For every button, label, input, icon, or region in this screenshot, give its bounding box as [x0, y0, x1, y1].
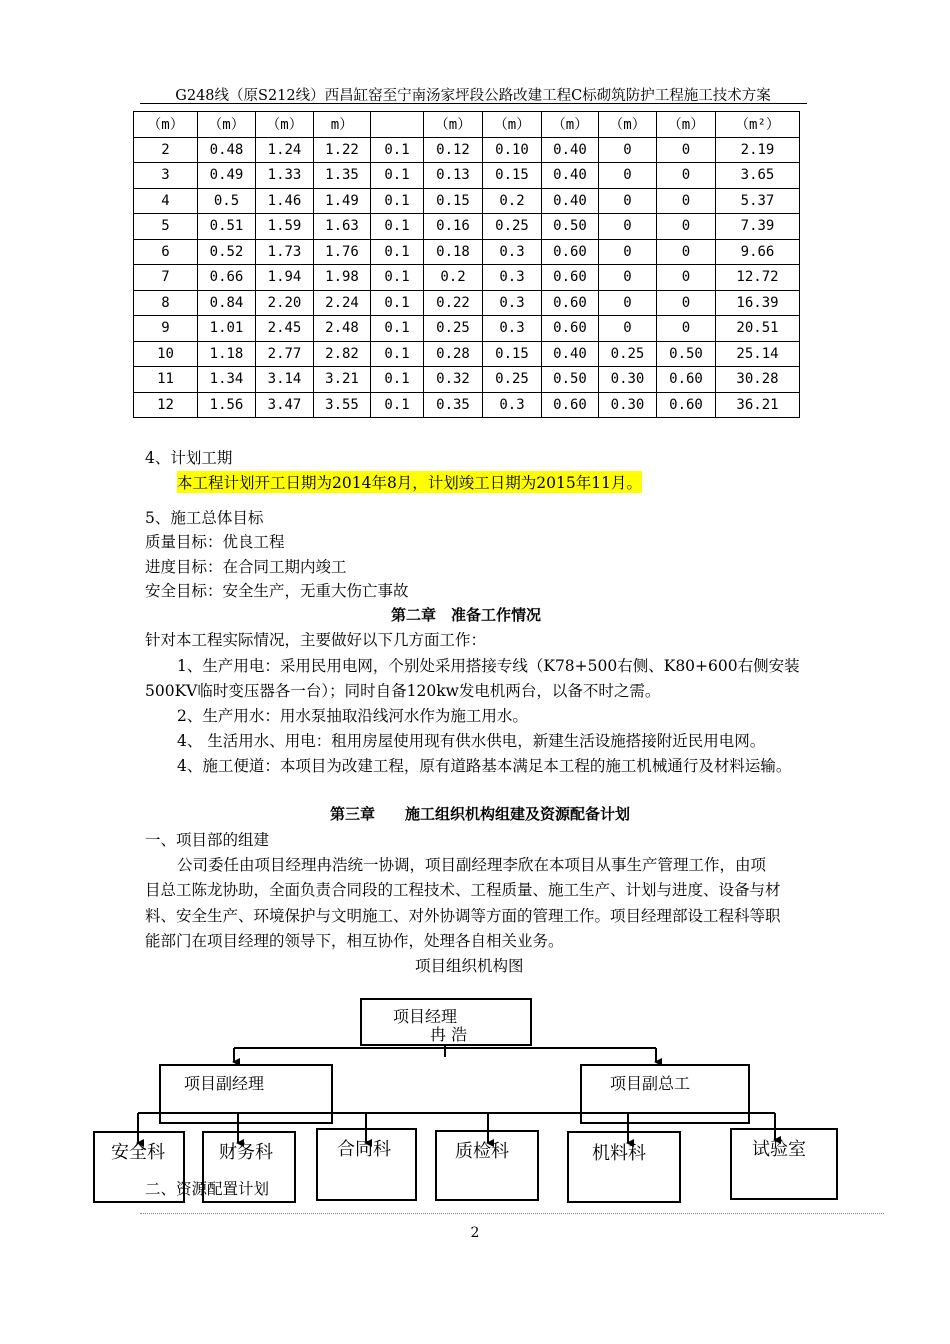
- table-cell: 36.21: [716, 392, 800, 418]
- table-cell: 1.73: [256, 239, 314, 265]
- table-cell: 2.24: [314, 290, 371, 316]
- table-cell: 2.45: [256, 316, 314, 342]
- table-cell: 0.66: [198, 265, 256, 291]
- table-cell: 0.60: [542, 392, 599, 418]
- schedule-goal: 进度目标：在合同工期内竣工: [145, 558, 347, 576]
- table-cell: 0.51: [198, 214, 256, 240]
- org-paragraph-line1: 公司委任由项目经理冉浩统一协调，项目副经理李欣在本项目从事生产管理工作，由项: [177, 856, 767, 874]
- table-cell: 2.20: [256, 290, 314, 316]
- table-cell: 1.01: [198, 316, 256, 342]
- table-cell: 5.37: [716, 188, 800, 214]
- table-cell: 1.98: [314, 265, 371, 291]
- table-cell: 0.12: [424, 137, 483, 163]
- table-cell: 0.25: [424, 316, 483, 342]
- table-cell: 0: [599, 137, 657, 163]
- table-cell: 0.32: [424, 367, 483, 393]
- chapter3-title: 第三章 施工组织机构组建及资源配备计划: [330, 805, 631, 823]
- table-cell: 0.15: [424, 188, 483, 214]
- table-cell: 0.3: [483, 239, 542, 265]
- table-header-cell: （m）: [256, 112, 314, 138]
- org-deputy-engineer: 项目副总工: [610, 1074, 691, 1093]
- table-cell: 0.2: [483, 188, 542, 214]
- section4-title: 4、计划工期: [145, 449, 233, 467]
- table-cell: 0.40: [542, 137, 599, 163]
- table-cell: 7: [134, 265, 198, 291]
- table-cell: 0.25: [483, 214, 542, 240]
- safety-goal: 安全目标：安全生产，无重大伤亡事故: [145, 582, 409, 600]
- table-cell: 3: [134, 163, 198, 189]
- table-cell: 0.1: [371, 392, 424, 418]
- table-cell: 3.55: [314, 392, 371, 418]
- table-cell: 0.30: [599, 392, 657, 418]
- table-cell: 4: [134, 188, 198, 214]
- table-cell: 3.21: [314, 367, 371, 393]
- table-cell: 1.94: [256, 265, 314, 291]
- table-cell: 0.3: [483, 316, 542, 342]
- table-cell: 0.60: [542, 290, 599, 316]
- table-cell: 0.15: [483, 163, 542, 189]
- table-cell: 1.59: [256, 214, 314, 240]
- prep-item-living: 4、 生活用水、用电：租用房屋使用现有供水供电，新建生活设施搭接附近民用电网。: [177, 732, 766, 750]
- table-cell: 0: [599, 316, 657, 342]
- prep-item-power-line1: 1、生产用电：采用民用电网，个别处采用搭接专线（K78+500右侧、K80+600右侧安装: [177, 657, 800, 675]
- table-cell: 0.15: [483, 341, 542, 367]
- page-number: 2: [470, 1225, 480, 1241]
- table-cell: 11: [134, 367, 198, 393]
- table-cell: 0.1: [371, 341, 424, 367]
- table-cell: 3.47: [256, 392, 314, 418]
- table-cell: 0: [599, 265, 657, 291]
- org-dept-contract: 合同科: [337, 1139, 391, 1160]
- table-cell: 2.77: [256, 341, 314, 367]
- table-cell: 0.48: [198, 137, 256, 163]
- table-cell: 0: [599, 214, 657, 240]
- table-cell: 2: [134, 137, 198, 163]
- table-cell: 1.56: [198, 392, 256, 418]
- table-cell: 0.1: [371, 265, 424, 291]
- table-cell: 2.48: [314, 316, 371, 342]
- table-cell: 0: [657, 214, 716, 240]
- chapter3-sub2: 二、资源配置计划: [145, 1180, 270, 1198]
- table-cell: 0: [657, 137, 716, 163]
- table-cell: 1.35: [314, 163, 371, 189]
- org-dept-lab: 试验室: [752, 1139, 806, 1160]
- table-cell: 0.25: [599, 341, 657, 367]
- schedule-highlight: 本工程计划开工日期为2014年8月，计划竣工日期为2015年11月。: [177, 471, 642, 493]
- prep-item-power-line2: 500KV临时变压器各一台）；同时自备120kw发电机两台，以备不时之需。: [145, 682, 661, 700]
- table-cell: 1.49: [314, 188, 371, 214]
- table-cell: 0.28: [424, 341, 483, 367]
- table-cell: 0: [657, 188, 716, 214]
- table-cell: 5: [134, 214, 198, 240]
- table-header-cell: （m²）: [716, 112, 800, 138]
- table-cell: 0.18: [424, 239, 483, 265]
- table-cell: 0: [657, 163, 716, 189]
- table-cell: 1.46: [256, 188, 314, 214]
- org-paragraph-line3: 料、安全生产、环境保护与文明施工、对外协调等方面的管理工作。项目经理部设工程科等职: [145, 907, 781, 925]
- table-cell: 0.25: [483, 367, 542, 393]
- table-cell: 0.1: [371, 163, 424, 189]
- table-cell: 0.50: [657, 341, 716, 367]
- table-cell: 0.22: [424, 290, 483, 316]
- table-cell: 0.3: [483, 265, 542, 291]
- org-dept-materials: 机料科: [592, 1143, 646, 1164]
- table-header-cell: m）: [314, 112, 371, 138]
- page-header: G248线（原S212线）西昌缸窑至宁南汤家坪段公路改建工程C标砌筑防护工程施工技术方案: [175, 88, 771, 104]
- org-dept-finance: 财务科: [219, 1142, 273, 1163]
- table-cell: 1.33: [256, 163, 314, 189]
- table-cell: 0.10: [483, 137, 542, 163]
- table-cell: 0.60: [657, 367, 716, 393]
- table-cell: 20.51: [716, 316, 800, 342]
- table-cell: 0.30: [599, 367, 657, 393]
- table-cell: 0: [599, 290, 657, 316]
- org-chart-caption: 项目组织机构图: [415, 957, 524, 975]
- table-cell: 6: [134, 239, 198, 265]
- table-cell: 0.60: [542, 265, 599, 291]
- org-dept-quality: 质检科: [455, 1141, 509, 1162]
- section5-title: 5、施工总体目标: [145, 509, 264, 527]
- table-cell: 0.60: [542, 316, 599, 342]
- org-paragraph-line2: 目总工陈龙协助，全面负责合同段的工程技术、工程质量、施工生产、计划与进度、设备与材: [145, 881, 781, 899]
- table-cell: 0: [657, 265, 716, 291]
- table-cell: 25.14: [716, 341, 800, 367]
- table-cell: 0.60: [542, 239, 599, 265]
- table-cell: 8: [134, 290, 198, 316]
- table-cell: 16.39: [716, 290, 800, 316]
- org-dept-safety: 安全科: [111, 1142, 165, 1163]
- table-cell: 0.3: [483, 290, 542, 316]
- table-cell: 0.2: [424, 265, 483, 291]
- table-cell: 0.16: [424, 214, 483, 240]
- table-cell: 0.1: [371, 239, 424, 265]
- table-cell: 0.1: [371, 214, 424, 240]
- table-cell: 10: [134, 341, 198, 367]
- table-header-cell: （m）: [198, 112, 256, 138]
- table-cell: 0: [657, 239, 716, 265]
- table-header-cell: （m）: [657, 112, 716, 138]
- table-cell: 2.82: [314, 341, 371, 367]
- table-cell: 9: [134, 316, 198, 342]
- table-cell: 0.40: [542, 163, 599, 189]
- prep-item-road: 4、施工便道：本项目为改建工程，原有道路基本满足本工程的施工机械通行及材料运输。: [177, 757, 792, 775]
- table-cell: 0.1: [371, 188, 424, 214]
- prep-item-water: 2、生产用水：用水泵抽取沿线河水作为施工用水。: [177, 707, 528, 725]
- table-cell: 0.3: [483, 392, 542, 418]
- org-paragraph-line4: 能部门在项目经理的领导下，相互协作，处理各自相关业务。: [145, 932, 564, 950]
- table-cell: 0.40: [542, 341, 599, 367]
- table-cell: 12.72: [716, 265, 800, 291]
- table-cell: 12: [134, 392, 198, 418]
- table-cell: 9.66: [716, 239, 800, 265]
- chapter3-sub1: 一、项目部的组建: [145, 831, 270, 849]
- table-cell: 30.28: [716, 367, 800, 393]
- table-cell: 0: [657, 290, 716, 316]
- table-cell: 0.40: [542, 188, 599, 214]
- table-cell: 1.24: [256, 137, 314, 163]
- table-cell: 1.76: [314, 239, 371, 265]
- org-manager-name: 冉 浩: [430, 1025, 468, 1044]
- table-cell: 0.1: [371, 137, 424, 163]
- table-cell: 1.63: [314, 214, 371, 240]
- org-manager-title: 项目经理: [393, 1007, 458, 1026]
- table-cell: 0: [599, 188, 657, 214]
- table-cell: 0.5: [198, 188, 256, 214]
- table-cell: 3.14: [256, 367, 314, 393]
- footer-divider: [140, 1213, 884, 1214]
- table-cell: 0.1: [371, 367, 424, 393]
- table-cell: 1.18: [198, 341, 256, 367]
- table-cell: 0.50: [542, 214, 599, 240]
- table-cell: 7.39: [716, 214, 800, 240]
- table-cell: 0.52: [198, 239, 256, 265]
- org-deputy-manager: 项目副经理: [184, 1074, 265, 1093]
- table-cell: 0: [599, 239, 657, 265]
- table-header-cell: （m）: [424, 112, 483, 138]
- chapter2-intro: 针对本工程实际情况，主要做好以下几方面工作：: [145, 631, 487, 649]
- table-header-cell: （m）: [134, 112, 198, 138]
- table-header-cell: （m）: [483, 112, 542, 138]
- table-cell: 0.1: [371, 316, 424, 342]
- table-cell: 3.65: [716, 163, 800, 189]
- table-cell: 0.1: [371, 290, 424, 316]
- chapter2-title: 第二章 准备工作情况: [391, 606, 542, 624]
- table-cell: 1.22: [314, 137, 371, 163]
- table-cell: 0.49: [198, 163, 256, 189]
- quality-goal: 质量目标：优良工程: [145, 533, 285, 551]
- table-cell: 0.50: [542, 367, 599, 393]
- table-header-cell: （m）: [599, 112, 657, 138]
- table-cell: 0.35: [424, 392, 483, 418]
- table-cell: 0: [599, 163, 657, 189]
- table-cell: 0.84: [198, 290, 256, 316]
- table-cell: 0.60: [657, 392, 716, 418]
- table-header-cell: （m）: [542, 112, 599, 138]
- table-cell: 0: [657, 316, 716, 342]
- table-cell: 1.34: [198, 367, 256, 393]
- table-cell: 0.13: [424, 163, 483, 189]
- table-cell: 2.19: [716, 137, 800, 163]
